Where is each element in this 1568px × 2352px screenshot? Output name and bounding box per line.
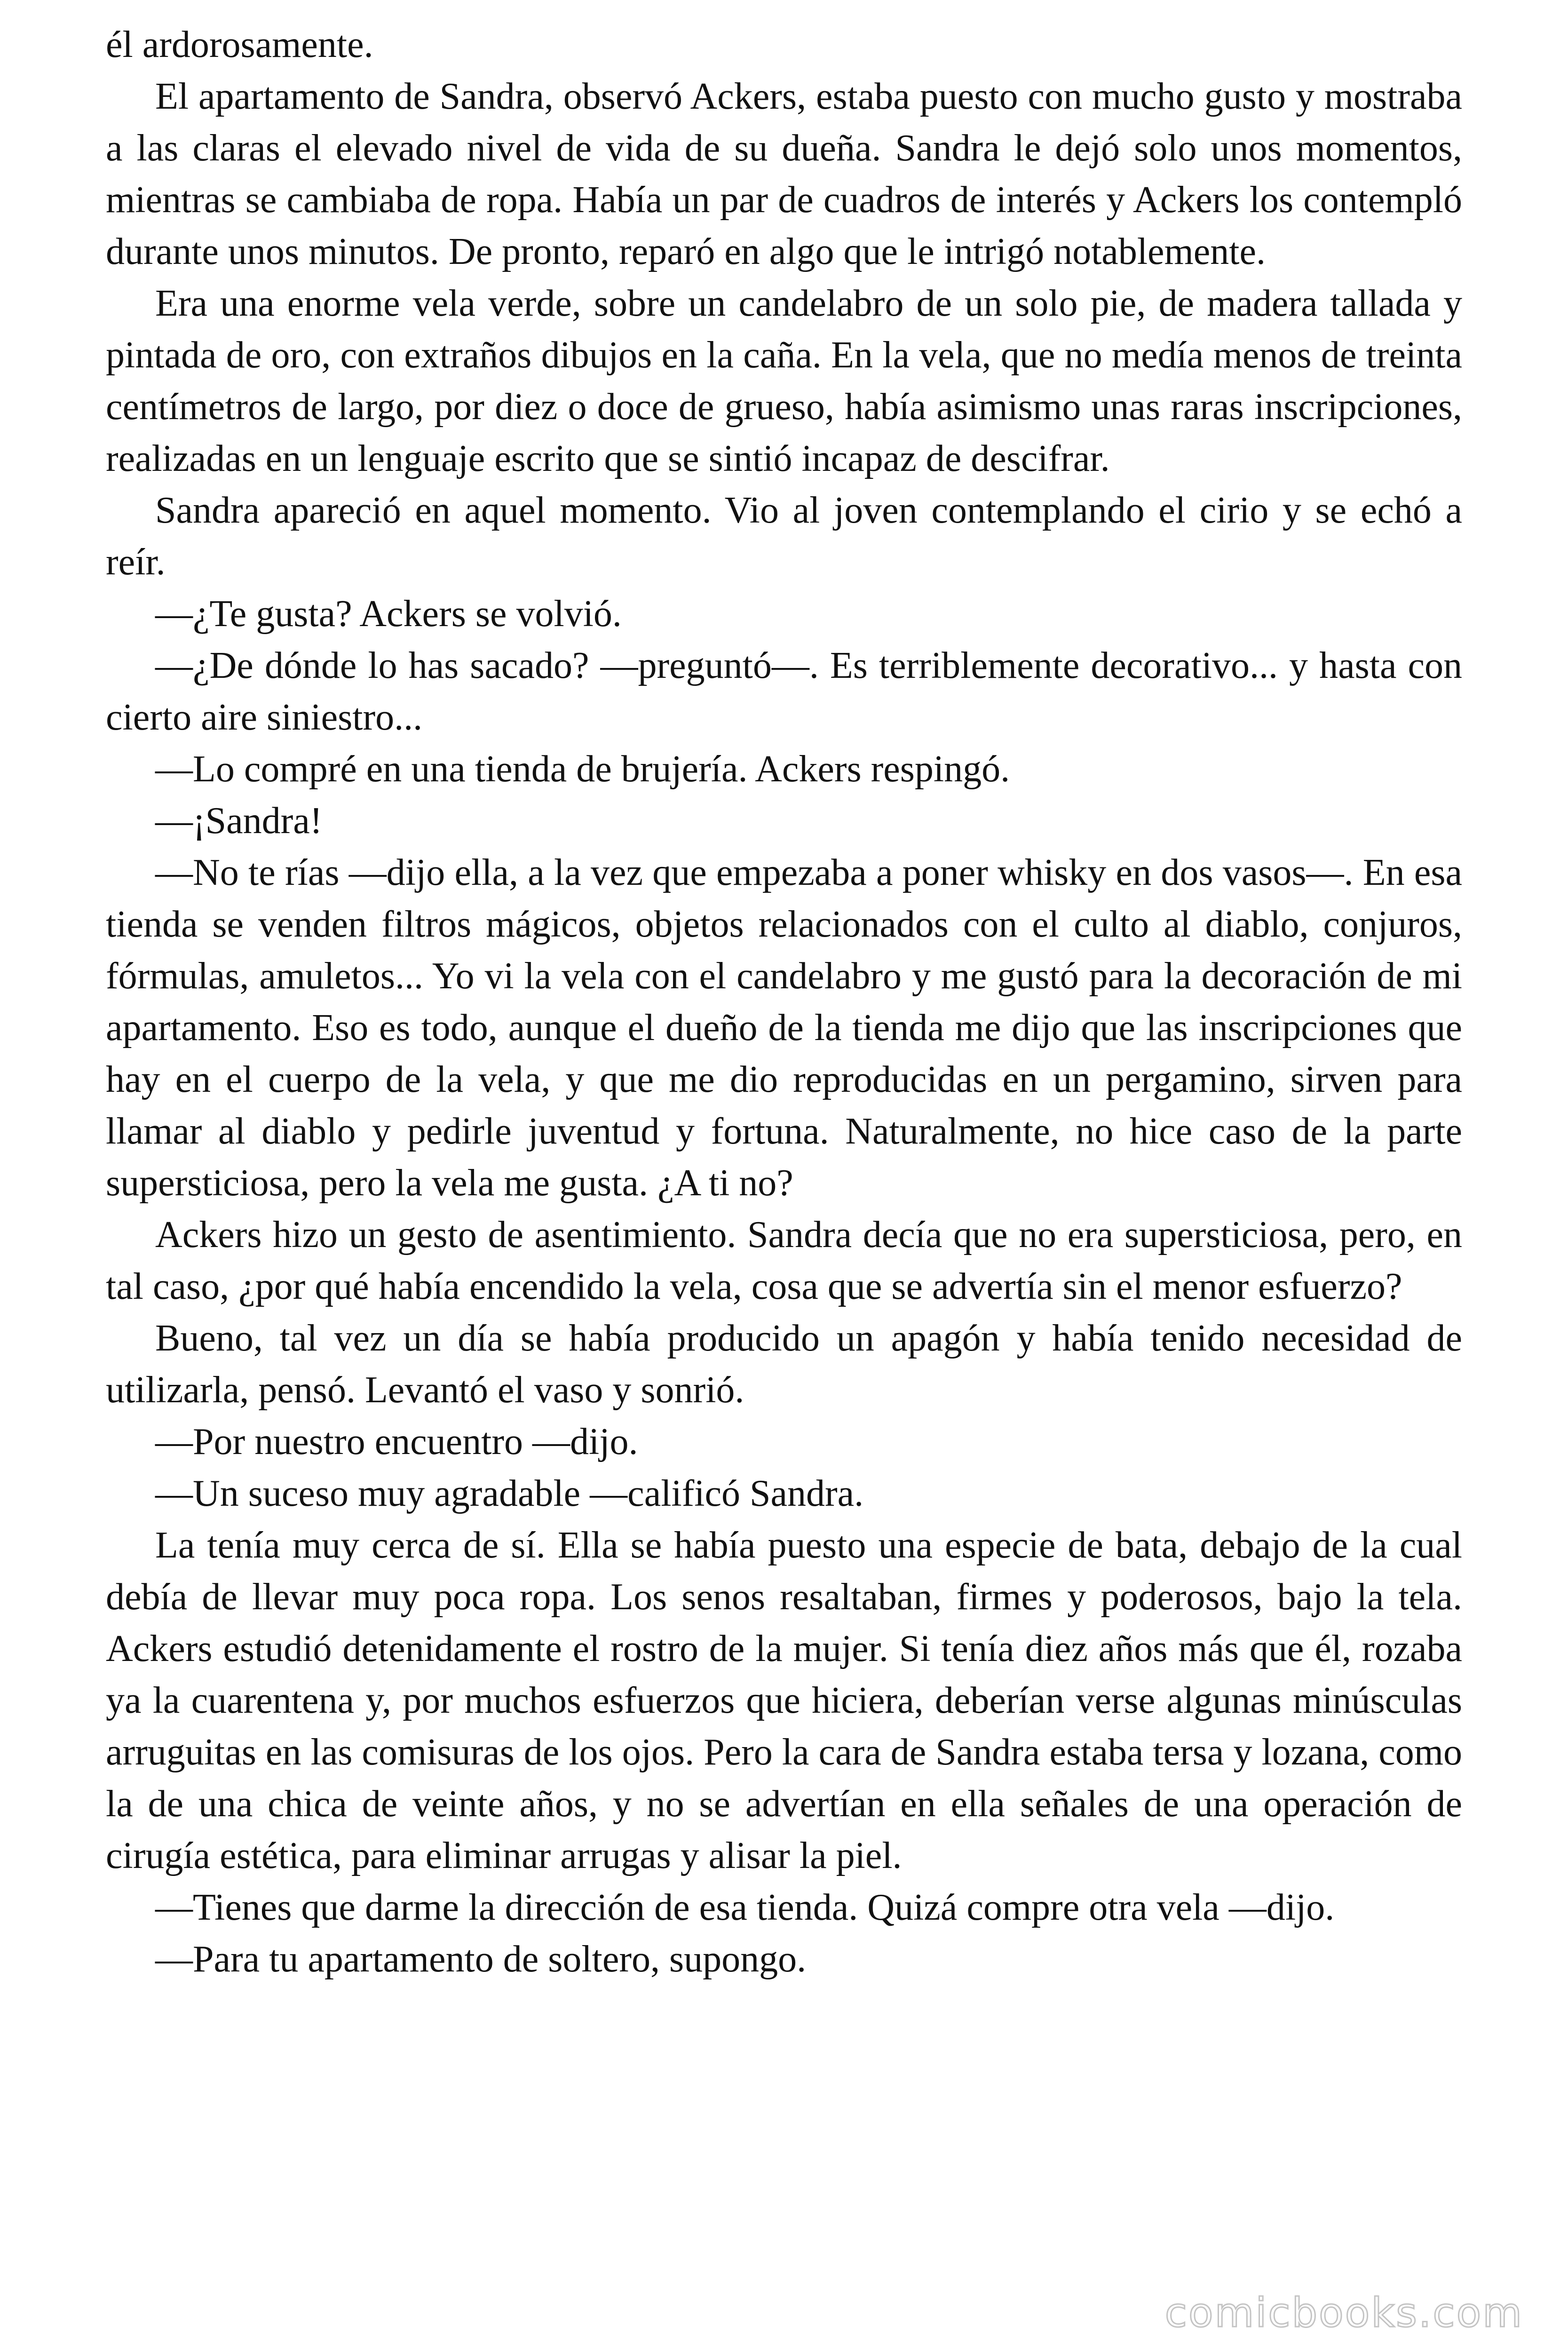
- paragraph-2: El apartamento de Sandra, observó Ackers, estaba puesto con mucho gusto y mostraba a las claras el elevado nivel de vida de su dueña. Sandra le dejó solo unos momentos, mientras se cambiaba de ropa. Había un par de cuadros de interés y Ackers los contempló durante unos minutos. De pronto, reparó en algo que le intrigó notablemente.: [106, 76, 1462, 272]
- watermark: comicbooks.com: [1164, 2289, 1523, 2336]
- paragraph-8: —¡Sandra!: [155, 800, 323, 842]
- paragraph-11: Bueno, tal vez un día se había producido un apagón y había tenido necesidad de utilizarla, pensó. Levantó el vaso y sonrió.: [106, 1318, 1462, 1411]
- paragraph-15: —Tienes que darme la dirección de esa tienda. Quizá compre otra vela —dijo.: [155, 1887, 1335, 1928]
- paragraph-9: —No te rías —dijo ella, a la vez que empezaba a poner whisky en dos vasos—. En esa tienda se venden filtros mágicos, objetos relacionados con el culto al diablo, conjuros, fórmulas, amuletos... Yo vi la vela con el candelabro y me gustó para la decoración de mi apartamento. Eso es todo, aunque el dueño de la tienda me dijo que las inscripciones que hay en el cuerpo de la vela, y que me dio reproducidas en un pergamino, sirven para llamar al diablo y pedirle juventud y fortuna. Naturalmente, no hice caso de la parte supersticiosa, pero la vela me gusta. ¿A ti no?: [106, 852, 1462, 1204]
- paragraph-4: Sandra apareció en aquel momento. Vio al joven contemplando el cirio y se echó a reír.: [106, 490, 1462, 583]
- paragraph-6: —¿De dónde lo has sacado? —preguntó—. Es terriblemente decorativo... y hasta con cierto aire siniestro...: [106, 645, 1462, 738]
- paragraph-3: Era una enorme vela verde, sobre un candelabro de un solo pie, de madera tallada y pintada de oro, con extraños dibujos en la caña. En la vela, que no medía menos de treinta centímetros de largo, por diez o doce de grueso, había asimismo unas raras inscripciones, realizadas en un lenguaje escrito que se sintió incapaz de descifrar.: [106, 283, 1462, 479]
- paragraph-13: —Un suceso muy agradable —calificó Sandra.: [155, 1473, 864, 1514]
- paragraph-7: —Lo compré en una tienda de brujería. Ackers respingó.: [155, 748, 1010, 790]
- paragraph-1: él ardorosamente.: [106, 24, 373, 65]
- paragraph-14: La tenía muy cerca de sí. Ella se había puesto una especie de bata, debajo de la cual debía de llevar muy poca ropa. Los senos resaltaban, firmes y poderosos, bajo la tela. Ackers estudió detenidamente el rostro de la mujer. Si tenía diez años más que él, rozaba ya la cuarentena y, por muchos esfuerzos que hiciera, deberían verse algunas minúsculas arruguitas en las comisuras de los ojos. Pero la cara de Sandra estaba tersa y lozana, como la de una chica de veinte años, y no se advertían en ella señales de una operación de cirugía estética, para eliminar arrugas y alisar la piel.: [106, 1525, 1462, 1876]
- paragraph-12: —Por nuestro encuentro —dijo.: [155, 1421, 638, 1462]
- paragraph-16: —Para tu apartamento de soltero, supongo.: [155, 1939, 807, 1980]
- page-body: [106, 19, 1462, 1985]
- paragraph-5: —¿Te gusta? Ackers se volvió.: [155, 593, 622, 635]
- paragraph-10: Ackers hizo un gesto de asentimiento. Sandra decía que no era supersticiosa, pero, en tal caso, ¿por qué había encendido la vela, cosa que se advertía sin el menor esfuerzo?: [106, 1214, 1462, 1307]
